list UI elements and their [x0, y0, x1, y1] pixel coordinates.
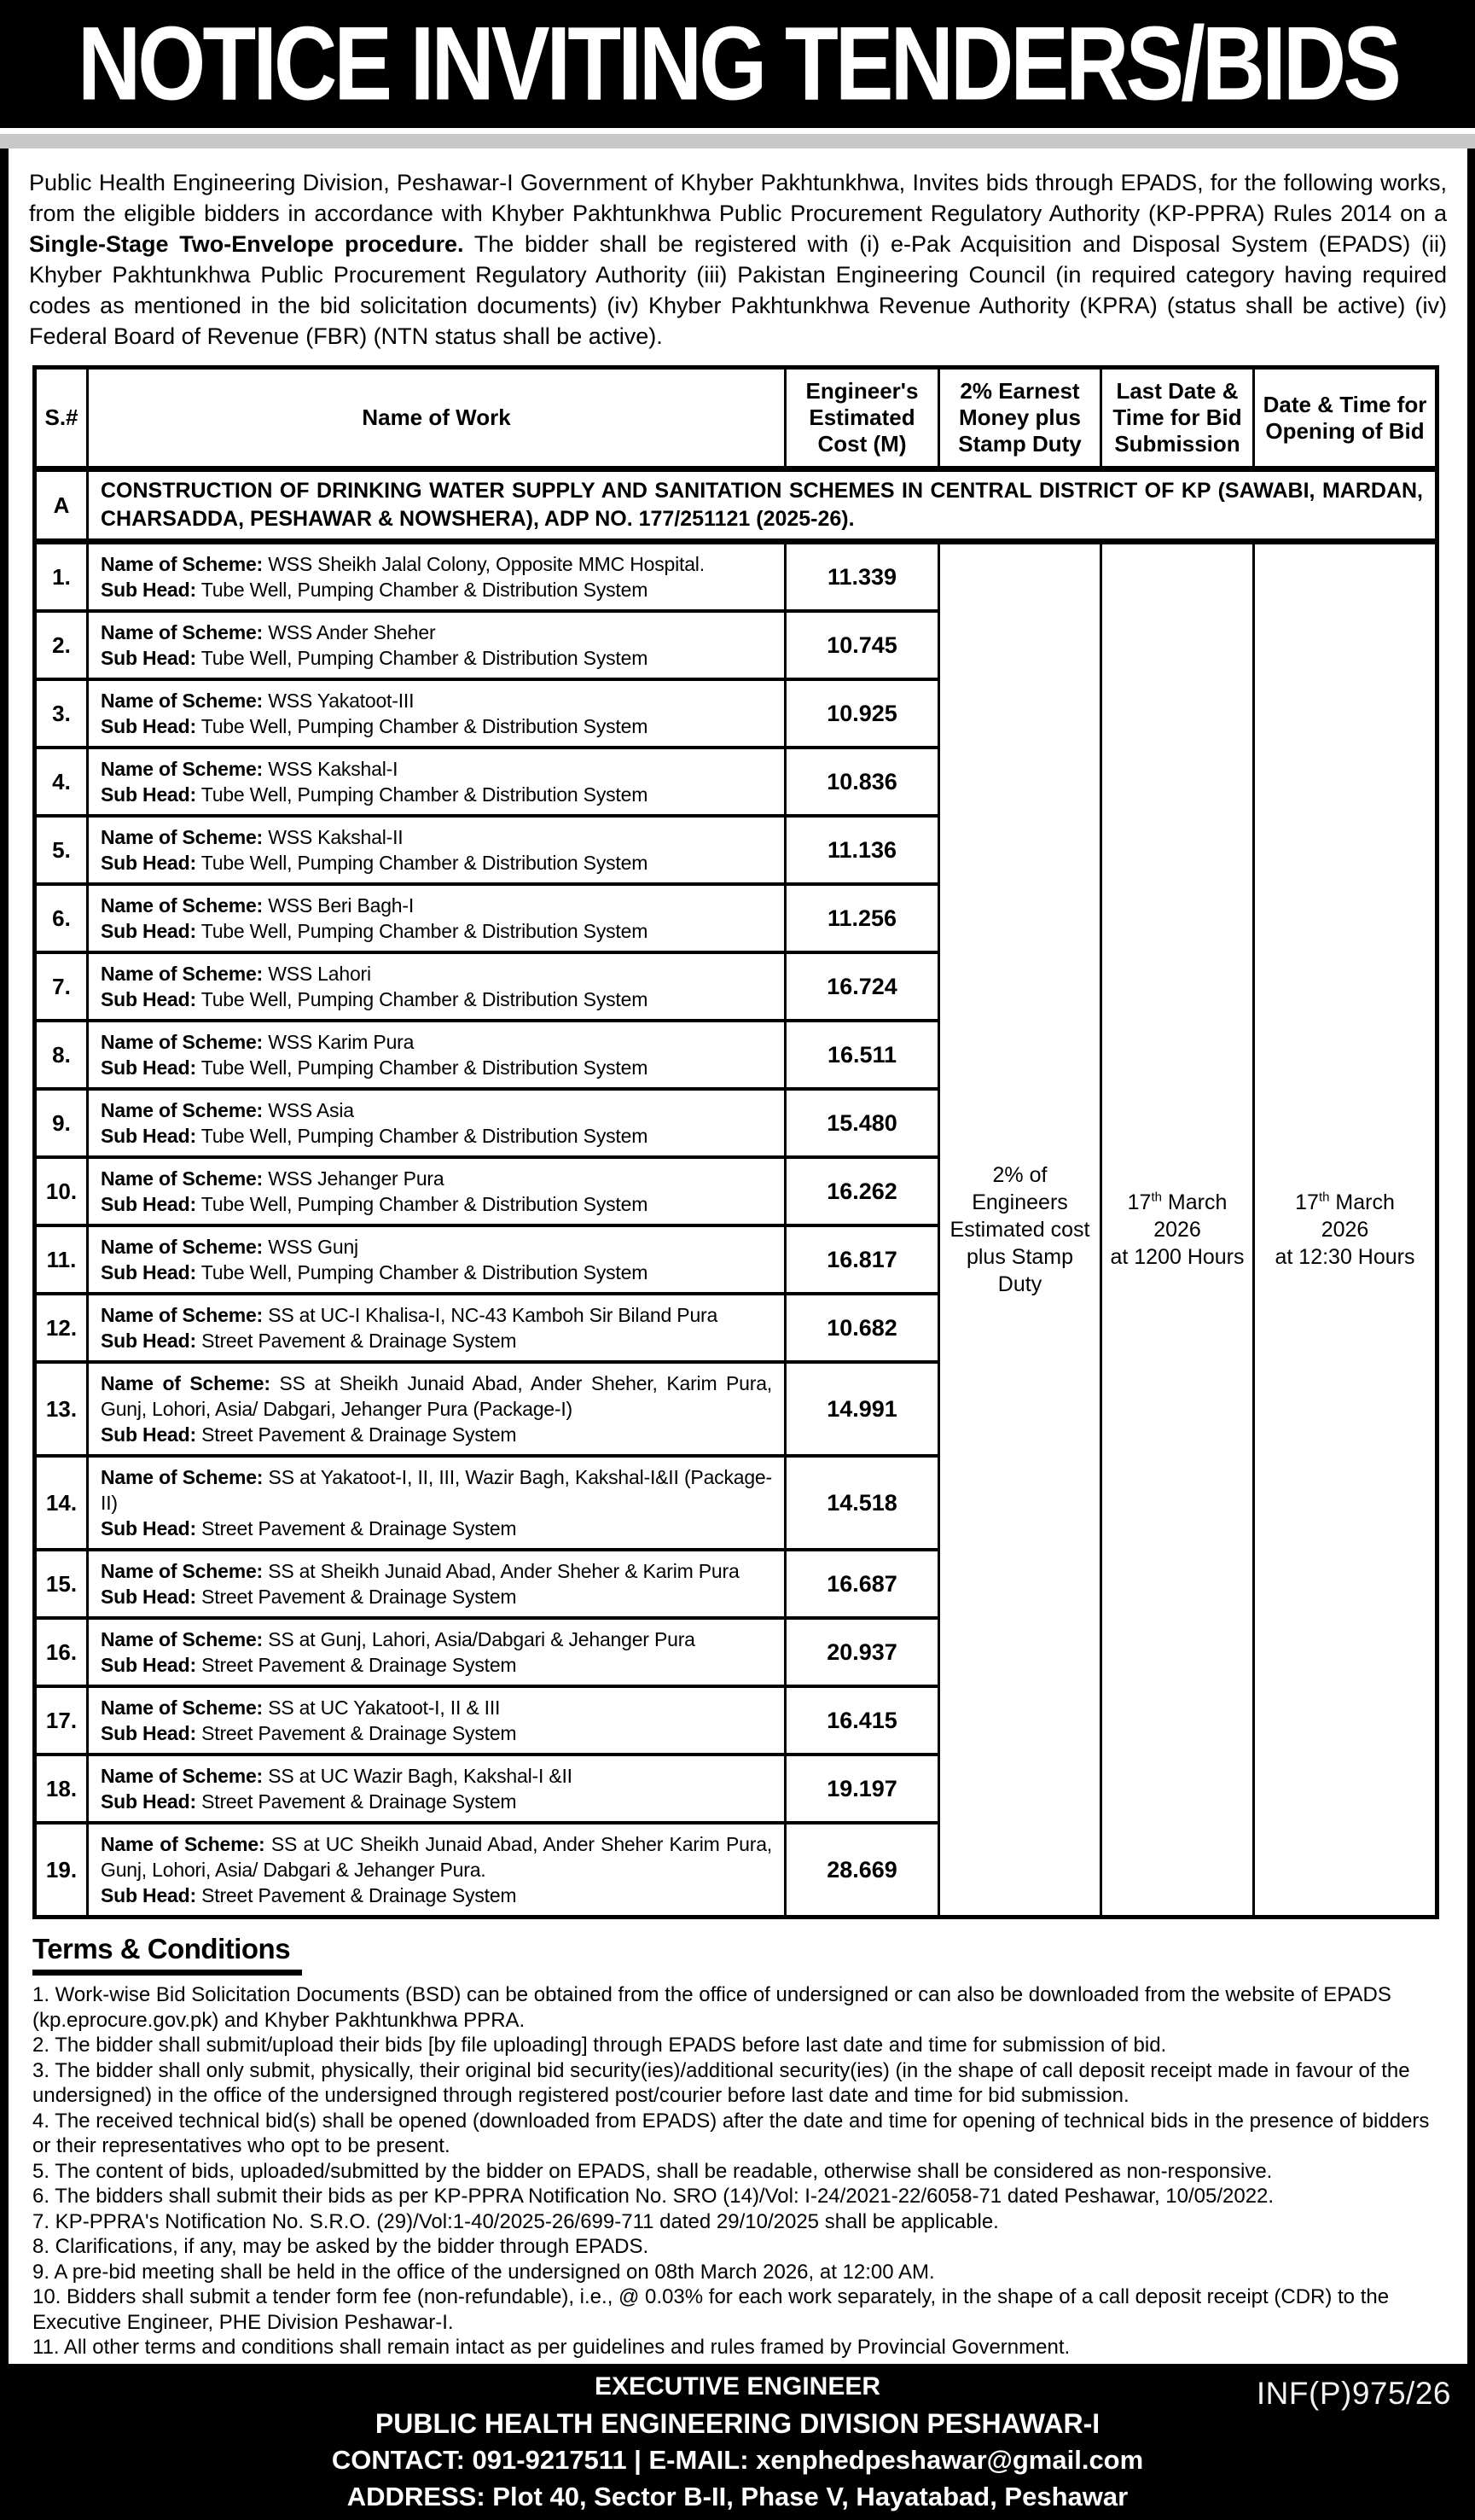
sub-head: Sub Head: Tube Well, Pumping Chamber & Distribution System — [101, 579, 648, 601]
scheme-name: Name of Scheme: WSS Beri Bagh-I — [101, 894, 415, 917]
estimated-cost-value: 16.817 — [786, 1225, 939, 1294]
sub-head: Sub Head: Tube Well, Pumping Chamber & Distribution System — [101, 1125, 648, 1147]
row-serial: 5. — [35, 816, 88, 884]
sub-head-label: Sub Head: — [101, 579, 196, 601]
sub-head: Sub Head: Tube Well, Pumping Chamber & Distribution System — [101, 920, 648, 942]
scheme-label: Name of Scheme: — [101, 1372, 270, 1394]
divider-strip — [0, 134, 1475, 148]
row-serial: 19. — [35, 1823, 88, 1918]
scheme-name: Name of Scheme: WSS Lahori — [101, 963, 371, 985]
sub-head: Sub Head: Tube Well, Pumping Chamber & Distribution System — [101, 1056, 648, 1079]
scheme-label: Name of Scheme: — [101, 553, 264, 575]
sub-head: Sub Head: Street Pavement & Drainage System — [101, 1330, 517, 1352]
row-serial: 6. — [35, 884, 88, 952]
estimated-cost-value: 14.518 — [786, 1456, 939, 1550]
terms-item: 3. The bidder shall only submit, physically, their original bid security(ies)/additional security(ies) (in the shape of call deposit receipt made in favour of the undersigned) in the office of the undersigned through registered post/courier before last date and time for bid submission. — [32, 2058, 1410, 2107]
intro-paragraph — [29, 167, 1447, 352]
sub-head: Sub Head: Street Pavement & Drainage System — [101, 1722, 517, 1744]
scheme-label: Name of Scheme: — [101, 963, 264, 985]
header-earnest-money: 2% Earnest Money plus Stamp Duty — [939, 368, 1101, 469]
sub-head: Sub Head: Tube Well, Pumping Chamber & Distribution System — [101, 1261, 648, 1283]
estimated-cost-value: 20.937 — [786, 1618, 939, 1686]
terms-item: 5. The content of bids, uploaded/submitted by the bidder on EPADS, shall be readable, otherwise shall be considered as non-responsive. — [32, 2159, 1273, 2183]
ordinal-suffix: th — [1151, 1190, 1162, 1205]
header-bid-submission: Last Date & Time for Bid Submission — [1101, 368, 1254, 469]
notice-body-frame — [0, 148, 1475, 2364]
row-serial: 2. — [35, 611, 88, 679]
sub-head-label: Sub Head: — [101, 1790, 196, 1813]
terms-item: 9. A pre-bid meeting shall be held in the office of the undersigned on 08th March 2026, at 12:00 AM. — [32, 2260, 935, 2284]
row-serial: 11. — [35, 1225, 88, 1294]
header-estimated-cost: Engineer's Estimated Cost (M) — [786, 368, 939, 469]
sub-head: Sub Head: Street Pavement & Drainage System — [101, 1586, 517, 1608]
estimated-cost-value: 11.256 — [786, 884, 939, 952]
banner-gap — [0, 128, 1475, 134]
ordinal-suffix: th — [1318, 1190, 1330, 1205]
estimated-cost-value: 14.991 — [786, 1362, 939, 1456]
header-bid-opening: Date & Time for Opening of Bid — [1254, 368, 1437, 469]
terms-list — [32, 1982, 1447, 2360]
scheme-name: Name of Scheme: WSS Sheikh Jalal Colony, Opposite MMC Hospital. — [101, 553, 705, 575]
sub-head-label: Sub Head: — [101, 1517, 196, 1539]
estimated-cost-value: 16.262 — [786, 1157, 939, 1225]
sub-head-label: Sub Head: — [101, 1586, 196, 1608]
sub-head-label: Sub Head: — [101, 1722, 196, 1744]
scheme-name: Name of Scheme: SS at UC Wazir Bagh, Kakshal-I &II — [101, 1765, 572, 1787]
estimated-cost-value: 10.925 — [786, 679, 939, 748]
work-name-cell — [88, 1157, 786, 1225]
section-serial: A — [35, 469, 88, 542]
scheme-name: Name of Scheme: WSS Gunj — [101, 1236, 358, 1258]
scheme-label: Name of Scheme: — [101, 1099, 264, 1121]
sub-head: Sub Head: Tube Well, Pumping Chamber & Distribution System — [101, 715, 648, 737]
terms-item: 2. The bidder shall submit/upload their bids [by file uploading] through EPADS before last date and time for submission of bid. — [32, 2034, 1167, 2057]
estimated-cost-value: 10.836 — [786, 748, 939, 816]
scheme-label: Name of Scheme: — [101, 1236, 264, 1258]
terms-item: 8. Clarifications, if any, may be asked by the bidder through EPADS. — [32, 2235, 649, 2258]
section-title: CONSTRUCTION OF DRINKING WATER SUPPLY AND SANITATION SCHEMES IN CENTRAL DISTRICT OF KP (SAWABI, MARDAN, CHARSADDA, PESHAWAR & NOWSHERA), ADP NO. 177/251121 (2025-26). — [88, 469, 1437, 542]
estimated-cost-value: 16.724 — [786, 952, 939, 1021]
footer-address: ADDRESS: Plot 40, Sector B-II, Phase V, Hayatabad, Peshawar — [346, 2482, 1129, 2511]
sub-head-label: Sub Head: — [101, 1193, 196, 1215]
sub-head-label: Sub Head: — [101, 1125, 196, 1147]
work-name-cell — [88, 952, 786, 1021]
work-name-cell — [88, 816, 786, 884]
work-name-cell — [88, 1686, 786, 1755]
sub-head: Sub Head: Tube Well, Pumping Chamber & Distribution System — [101, 783, 648, 806]
tenders-table — [32, 365, 1439, 1919]
sub-head-label: Sub Head: — [101, 920, 196, 942]
estimated-cost-value: 10.682 — [786, 1294, 939, 1362]
scheme-label: Name of Scheme: — [101, 1765, 264, 1787]
sub-head-label: Sub Head: — [101, 852, 196, 874]
sub-head: Sub Head: Street Pavement & Drainage System — [101, 1423, 517, 1446]
scheme-name: Name of Scheme: WSS Kakshal-I — [101, 758, 398, 780]
work-name-cell — [88, 1362, 786, 1456]
estimated-cost-value: 15.480 — [786, 1089, 939, 1157]
sub-head: Sub Head: Street Pavement & Drainage System — [101, 1517, 517, 1539]
scheme-label: Name of Scheme: — [101, 690, 264, 712]
scheme-name: Name of Scheme: WSS Asia — [101, 1099, 354, 1121]
row-serial: 15. — [35, 1550, 88, 1618]
estimated-cost-value: 19.197 — [786, 1755, 939, 1823]
sub-head-label: Sub Head: — [101, 1330, 196, 1352]
scheme-name: Name of Scheme: SS at UC Sheikh Junaid Abad, Ander Sheher Karim Pura, Gunj, Lohori, Asia/ Dabgari & Jehanger Pura. — [101, 1833, 772, 1881]
work-name-cell — [88, 884, 786, 952]
estimated-cost-value: 10.745 — [786, 611, 939, 679]
sub-head: Sub Head: Street Pavement & Drainage System — [101, 1654, 517, 1676]
scheme-label: Name of Scheme: — [101, 894, 264, 917]
scheme-label: Name of Scheme: — [101, 826, 264, 848]
sub-head: Sub Head: Tube Well, Pumping Chamber & Distribution System — [101, 647, 648, 669]
work-name-cell — [88, 542, 786, 612]
scheme-name: Name of Scheme: WSS Yakatoot-III — [101, 690, 415, 712]
notice-footer — [0, 2364, 1475, 2520]
intro-text-lead: Public Health Engineering Division, Peshawar-I Government of Khyber Pakhtunkhwa, Invites bids through EPADS, for the following works, from the eligible bidders in accordance with Khyber Pakhtunkhwa Public Procurement Regulatory Authority (KP-PPRA) Rules 2014 on a — [29, 170, 1447, 226]
bid-opening-date-cell: 17th March 2026 at 12:30 Hours — [1254, 542, 1437, 1918]
scheme-label: Name of Scheme: — [101, 1031, 264, 1053]
work-name-cell — [88, 1089, 786, 1157]
header-name-of-work: Name of Work — [88, 368, 786, 469]
row-serial: 13. — [35, 1362, 88, 1456]
estimated-cost-value: 28.669 — [786, 1823, 939, 1918]
intro-text-bold: Single-Stage Two-Envelope procedure. — [29, 231, 464, 257]
scheme-name: Name of Scheme: SS at Sheikh Junaid Abad, Ander Sheher & Karim Pura — [101, 1560, 740, 1582]
scheme-label: Name of Scheme: — [101, 1167, 264, 1190]
terms-item: 4. The received technical bid(s) shall be opened (downloaded from EPADS) after the date and time for opening of technical bids in the presence of bidders or their representatives who opt to be present. — [32, 2109, 1430, 2157]
scheme-name: Name of Scheme: WSS Karim Pura — [101, 1031, 415, 1053]
terms-item: 7. KP-PPRA's Notification No. S.R.O. (29)/Vol:1-40/2025-26/699-711 dated 29/10/2025 shall be applicable. — [32, 2209, 999, 2233]
footer-contact-email: CONTACT: 091-9217511 | E-MAIL: xenphedpeshawar@gmail.com — [331, 2445, 1144, 2475]
estimated-cost-value: 11.339 — [786, 542, 939, 612]
advert-reference-number: INF(P)975/26 — [1256, 2376, 1451, 2411]
row-serial: 12. — [35, 1294, 88, 1362]
estimated-cost-value: 16.511 — [786, 1021, 939, 1089]
row-serial: 1. — [35, 542, 88, 612]
scheme-name: Name of Scheme: WSS Ander Sheher — [101, 621, 436, 643]
work-name-cell — [88, 611, 786, 679]
scheme-label: Name of Scheme: — [101, 621, 264, 643]
scheme-name: Name of Scheme: WSS Jehanger Pura — [101, 1167, 444, 1190]
estimated-cost-value: 16.687 — [786, 1550, 939, 1618]
scheme-label: Name of Scheme: — [101, 1628, 264, 1650]
scheme-name: Name of Scheme: WSS Kakshal-II — [101, 826, 404, 848]
intro-text-rest: The bidder shall be registered with (i) e-Pak Acquisition and Disposal System (EPADS) (ii) Khyber Pakhtunkhwa Public Procurement Regulatory Authority (iii) Pakistan Engineering Council (in required category having required codes as mentioned in the bid solicitation documents) (iv) Khyber Pakhtunkhwa Revenue Authority (KPRA) (status shall be active) (iv) Federal Board of Revenue (FBR) (NTN status shall be active). — [29, 231, 1447, 349]
sub-head: Sub Head: Street Pavement & Drainage System — [101, 1884, 517, 1906]
sub-head-label: Sub Head: — [101, 1884, 196, 1906]
sub-head-label: Sub Head: — [101, 715, 196, 737]
estimated-cost-value: 16.415 — [786, 1686, 939, 1755]
sub-head-label: Sub Head: — [101, 1654, 196, 1676]
work-name-cell — [88, 1225, 786, 1294]
sub-head-label: Sub Head: — [101, 783, 196, 806]
scheme-name: Name of Scheme: SS at Gunj, Lahori, Asia/Dabgari & Jehanger Pura — [101, 1628, 695, 1650]
work-name-cell — [88, 748, 786, 816]
terms-item: 1. Work-wise Bid Solicitation Documents (BSD) can be obtained from the office of undersigned or can also be downloaded from the website of EPADS (kp.eprocure.gov.pk) and Khyber Pakhtunkhwa PPRA. — [32, 1983, 1391, 2032]
earnest-money-cell: 2% of Engineers Estimated cost plus Stamp Duty — [939, 542, 1101, 1918]
work-name-cell — [88, 1021, 786, 1089]
scheme-name: Name of Scheme: SS at Sheikh Junaid Abad, Ander Sheher, Karim Pura, Gunj, Lohori, Asia/ Dabgari, Jehanger Pura (Package-I) — [101, 1372, 772, 1420]
sub-head: Sub Head: Tube Well, Pumping Chamber & Distribution System — [101, 852, 648, 874]
row-serial: 16. — [35, 1618, 88, 1686]
work-name-cell — [88, 1823, 786, 1918]
sub-head: Sub Head: Tube Well, Pumping Chamber & Distribution System — [101, 1193, 648, 1215]
sub-head-label: Sub Head: — [101, 1261, 196, 1283]
estimated-cost-value: 11.136 — [786, 816, 939, 884]
table-header-row — [35, 368, 1437, 469]
footer-division: PUBLIC HEALTH ENGINEERING DIVISION PESHAWAR-I — [375, 2408, 1100, 2439]
notice-banner — [0, 0, 1475, 128]
work-name-cell — [88, 1294, 786, 1362]
section-row — [35, 469, 1437, 542]
work-name-cell — [88, 679, 786, 748]
terms-item: 6. The bidders shall submit their bids as per KP-PPRA Notification No. SRO (14)/Vol: I-24/2021-22/6058-71 dated Peshawar, 10/05/2022. — [32, 2185, 1275, 2208]
bid-submission-date-cell: 17th March 2026 at 1200 Hours — [1101, 542, 1254, 1918]
row-serial: 17. — [35, 1686, 88, 1755]
scheme-label: Name of Scheme: — [101, 1560, 264, 1582]
header-serial: S.# — [35, 368, 88, 469]
row-serial: 18. — [35, 1755, 88, 1823]
scheme-name: Name of Scheme: SS at Yakatoot-I, II, III, Wazir Bagh, Kakshal-I&II (Package-II) — [101, 1466, 772, 1514]
page-title: NOTICE INVITING TENDERS/BIDS — [77, 4, 1398, 122]
row-serial: 14. — [35, 1456, 88, 1550]
table-row — [35, 542, 1437, 612]
row-serial: 7. — [35, 952, 88, 1021]
footer-designation: EXECUTIVE ENGINEER — [594, 2372, 881, 2401]
sub-head-label: Sub Head: — [101, 988, 196, 1010]
terms-item: 11. All other terms and conditions shall remain intact as per guidelines and rules framed by Provincial Government. — [32, 2336, 1071, 2359]
sub-head: Sub Head: Tube Well, Pumping Chamber & Distribution System — [101, 988, 648, 1010]
sub-head-label: Sub Head: — [101, 647, 196, 669]
sub-head-label: Sub Head: — [101, 1423, 196, 1446]
scheme-label: Name of Scheme: — [101, 1833, 265, 1855]
scheme-label: Name of Scheme: — [101, 1466, 264, 1488]
work-name-cell — [88, 1456, 786, 1550]
scheme-label: Name of Scheme: — [101, 758, 264, 780]
sub-head: Sub Head: Street Pavement & Drainage System — [101, 1790, 517, 1813]
sub-head-label: Sub Head: — [101, 1056, 196, 1079]
work-name-cell — [88, 1550, 786, 1618]
scheme-label: Name of Scheme: — [101, 1304, 264, 1326]
terms-item: 10. Bidders shall submit a tender form fee (non-refundable), i.e., @ 0.03% for each work separately, in the shape of a call deposit receipt (CDR) to the Executive Engineer, PHE Division Peshawar-I. — [32, 2285, 1390, 2334]
row-serial: 9. — [35, 1089, 88, 1157]
row-serial: 4. — [35, 748, 88, 816]
scheme-name: Name of Scheme: SS at UC Yakatoot-I, II & III — [101, 1696, 501, 1719]
scheme-name: Name of Scheme: SS at UC-I Khalisa-I, NC-43 Kamboh Sir Biland Pura — [101, 1304, 718, 1326]
terms-section — [32, 1933, 1447, 2360]
row-serial: 10. — [35, 1157, 88, 1225]
work-name-cell — [88, 1618, 786, 1686]
scheme-label: Name of Scheme: — [101, 1696, 264, 1719]
row-serial: 8. — [35, 1021, 88, 1089]
terms-heading: Terms & Conditions — [32, 1933, 302, 1976]
row-serial: 3. — [35, 679, 88, 748]
work-name-cell — [88, 1755, 786, 1823]
